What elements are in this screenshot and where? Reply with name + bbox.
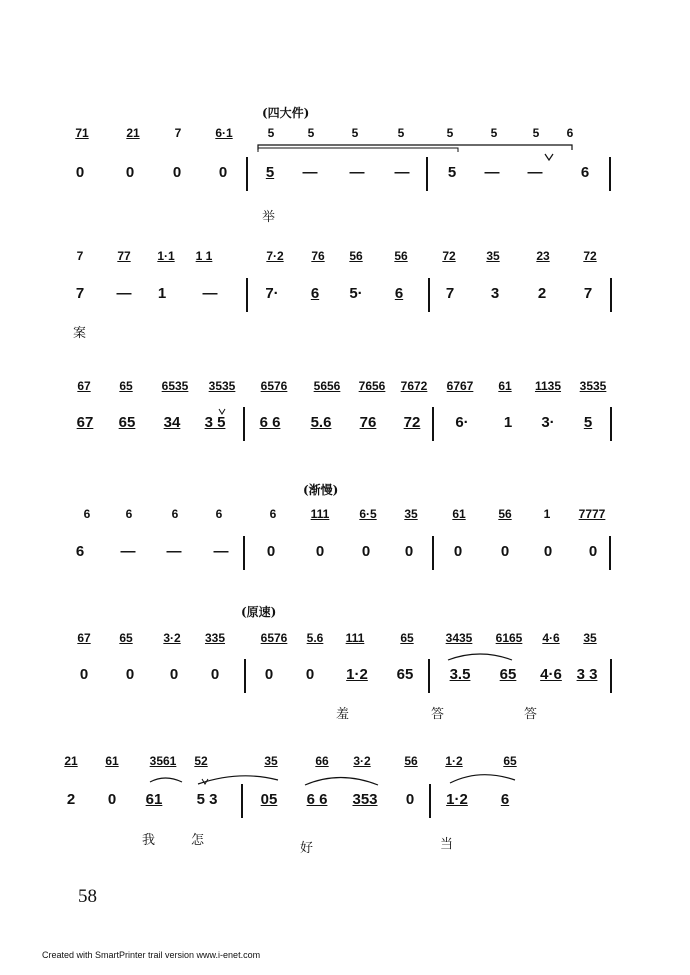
note: 7 [76, 249, 84, 263]
note: 65 [503, 754, 517, 768]
lower-staff [0, 413, 690, 437]
note: 0 [588, 543, 598, 560]
note: 6 [125, 507, 133, 521]
note: 111 [310, 507, 330, 521]
note: 0 [75, 164, 85, 181]
note: 1·2 [346, 666, 368, 683]
note: 0 [453, 543, 463, 560]
note: 7 [174, 126, 182, 140]
barline [609, 536, 611, 570]
note: 35 [264, 754, 278, 768]
note: — [166, 543, 182, 560]
lyric: 我 [142, 833, 156, 848]
note: 5.6 [310, 414, 332, 431]
note: 0 [125, 666, 135, 683]
note: 7656 [358, 379, 386, 393]
note: 5 [490, 126, 498, 140]
note: 3535 [208, 379, 236, 393]
note: — [302, 164, 318, 181]
note: 3 3 [576, 666, 598, 683]
note: 72 [442, 249, 456, 263]
note: 76 [311, 249, 325, 263]
upper-staff [0, 244, 690, 268]
note: 6576 [260, 631, 288, 645]
note: 111 [345, 631, 365, 645]
note: 5 [397, 126, 405, 140]
note: 0 [169, 666, 179, 683]
note: 0 [315, 543, 325, 560]
note: 7777 [578, 507, 606, 521]
lyric: 羞 [336, 707, 350, 722]
lower-staff [0, 284, 690, 308]
note: 7 [445, 285, 455, 302]
barline [246, 278, 248, 312]
barline [241, 784, 243, 818]
note: 6767 [446, 379, 474, 393]
note: 6 [171, 507, 179, 521]
upper-staff [0, 502, 690, 526]
note: 3.5 [449, 666, 471, 683]
note: 65 [119, 379, 133, 393]
note: 3·2 [163, 631, 181, 645]
note: 353 [352, 791, 378, 808]
note: 0 [264, 666, 274, 683]
lower-staff [0, 163, 690, 187]
note: 0 [107, 791, 117, 808]
note: 6 [75, 543, 85, 560]
note: 5 [446, 126, 454, 140]
note: 66 [315, 754, 329, 768]
note: 0 [79, 666, 89, 683]
note: 5 [351, 126, 359, 140]
note: 67 [77, 379, 91, 393]
note: 6 [580, 164, 590, 181]
note: 65 [400, 631, 414, 645]
note: 1·2 [445, 754, 463, 768]
lyric: 答 [524, 707, 538, 722]
note: 35 [486, 249, 500, 263]
barline [243, 407, 245, 441]
note: 0 [125, 164, 135, 181]
footer-credit: Created with SmartPrinter trail version www.i-enet.com [42, 950, 261, 960]
note: 5656 [313, 379, 341, 393]
note: 6 [269, 507, 277, 521]
note: 6 [83, 507, 91, 521]
note: 5 [307, 126, 315, 140]
lyric: 好 [300, 841, 314, 856]
note: 6 [215, 507, 223, 521]
barline [432, 536, 434, 570]
barline [428, 278, 430, 312]
barline [610, 278, 612, 312]
note: 6·5 [359, 507, 377, 521]
note: 34 [163, 414, 181, 431]
page-number: 58 [78, 886, 97, 907]
note: 7·2 [266, 249, 284, 263]
note: 3561 [149, 754, 177, 768]
note: 65 [119, 631, 133, 645]
note: 6535 [161, 379, 189, 393]
barline [610, 659, 612, 693]
note: 6·1 [215, 126, 233, 140]
upper-staff [0, 121, 690, 145]
tempo-annotation: (渐慢) [303, 483, 339, 497]
barline [246, 157, 248, 191]
lyric: 举 [262, 210, 276, 225]
note: 335 [204, 631, 226, 645]
lower-staff [0, 665, 690, 689]
note: 1 [503, 414, 513, 431]
lyric: 怎 [191, 833, 205, 848]
note: 5 [267, 126, 275, 140]
note: 65 [499, 666, 517, 683]
note: 0 [543, 543, 553, 560]
note: 5.6 [306, 631, 324, 645]
note: 1 [543, 507, 551, 521]
note: — [116, 285, 132, 302]
note: 5 [583, 414, 593, 431]
note: 4·6 [542, 631, 560, 645]
note: — [349, 164, 365, 181]
note: 67 [77, 631, 91, 645]
note: 56 [404, 754, 418, 768]
note: 7672 [400, 379, 428, 393]
note: 67 [76, 414, 94, 431]
note: 21 [64, 754, 78, 768]
note: — [120, 543, 136, 560]
note: 3·2 [353, 754, 371, 768]
barline [244, 659, 246, 693]
note: 6 [566, 126, 574, 140]
note: — [527, 164, 543, 181]
note: 72 [583, 249, 597, 263]
note: 6 [500, 791, 510, 808]
note: 0 [405, 791, 415, 808]
note: 05 [260, 791, 278, 808]
note: 1 1 [195, 249, 213, 263]
note: 61 [145, 791, 163, 808]
lower-staff [0, 542, 690, 566]
note: 0 [218, 164, 228, 181]
note: 35 [404, 507, 418, 521]
note: — [394, 164, 410, 181]
note: 61 [452, 507, 466, 521]
note: 3435 [445, 631, 473, 645]
note: 71 [75, 126, 89, 140]
note: 61 [105, 754, 119, 768]
note: 7 [75, 285, 85, 302]
lyric: 当 [440, 837, 454, 852]
note: 5 [265, 164, 275, 181]
note: 6165 [495, 631, 523, 645]
note: 0 [210, 666, 220, 683]
note: 5 [532, 126, 540, 140]
upper-staff [0, 626, 690, 650]
upper-staff [0, 374, 690, 398]
note: 6 6 [259, 414, 281, 431]
note: 3 [490, 285, 500, 302]
barline [429, 784, 431, 818]
note: 77 [117, 249, 131, 263]
note: 65 [396, 666, 414, 683]
note: 65 [118, 414, 136, 431]
tempo-annotation: (原速) [241, 605, 277, 619]
tempo-annotation: (四大件) [262, 106, 310, 120]
lyric: 答 [431, 707, 445, 722]
note: 5 [447, 164, 457, 181]
note: 2 [66, 791, 76, 808]
note: — [202, 285, 218, 302]
note: 4·6 [540, 666, 562, 683]
note: 1 [157, 285, 167, 302]
note: 5 3 [196, 791, 218, 808]
note: 7 [583, 285, 593, 302]
note: 0 [361, 543, 371, 560]
note: 3 5 [204, 414, 226, 431]
note: 2 [537, 285, 547, 302]
note: 7· [265, 285, 279, 302]
note: 52 [194, 754, 208, 768]
note: 0 [305, 666, 315, 683]
note: 0 [500, 543, 510, 560]
note: 21 [126, 126, 140, 140]
lyric: 案 [73, 326, 87, 341]
note: 0 [266, 543, 276, 560]
note: 6· [455, 414, 469, 431]
note: 5· [349, 285, 363, 302]
note: 6 6 [306, 791, 328, 808]
upper-staff [0, 749, 690, 773]
note: 56 [498, 507, 512, 521]
note: 61 [498, 379, 512, 393]
barline [609, 157, 611, 191]
note: 35 [583, 631, 597, 645]
lower-staff [0, 790, 690, 814]
note: 6576 [260, 379, 288, 393]
barline [610, 407, 612, 441]
note: 0 [172, 164, 182, 181]
note: 72 [403, 414, 421, 431]
note: 56 [349, 249, 363, 263]
note: — [484, 164, 500, 181]
note: 1135 [534, 379, 562, 393]
note: 56 [394, 249, 408, 263]
barline [243, 536, 245, 570]
note: 76 [359, 414, 377, 431]
note: 6 [394, 285, 404, 302]
note: 6 [310, 285, 320, 302]
note: 23 [536, 249, 550, 263]
note: 0 [404, 543, 414, 560]
note: — [213, 543, 229, 560]
barline [426, 157, 428, 191]
note: 1·2 [446, 791, 468, 808]
barline [432, 407, 434, 441]
note: 1·1 [157, 249, 175, 263]
barline [428, 659, 430, 693]
note: 3535 [579, 379, 607, 393]
note: 3· [541, 414, 555, 431]
